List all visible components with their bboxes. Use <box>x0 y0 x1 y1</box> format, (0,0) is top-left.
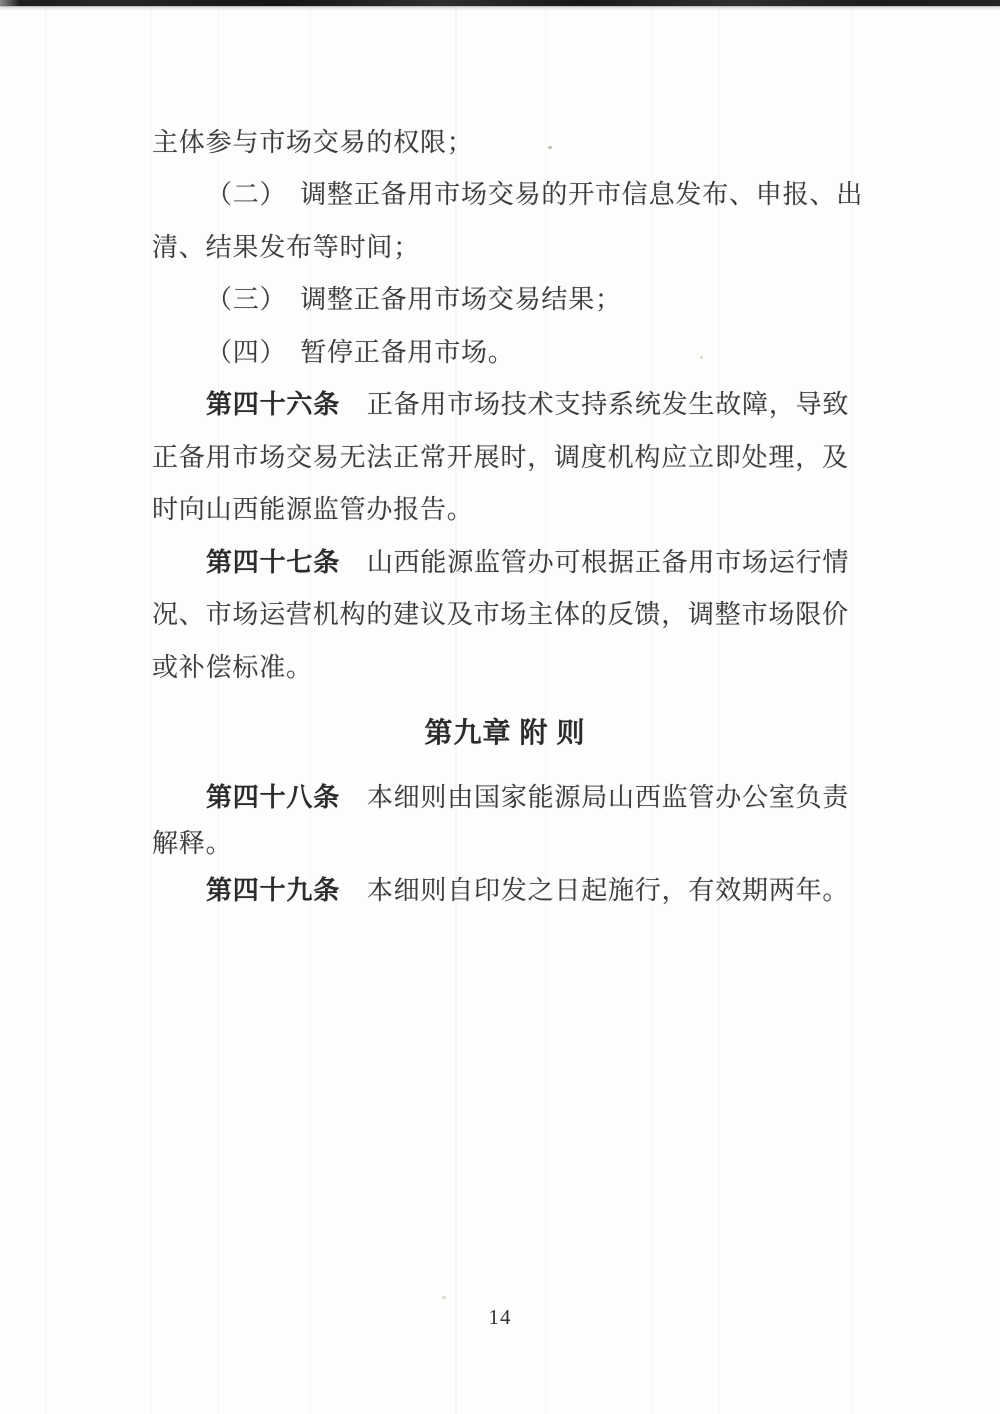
article-text: 正备用市场技术支持系统发生故障，导致 <box>340 390 850 419</box>
body-line: 或补偿标准。 <box>152 653 313 682</box>
article-text: 山西能源监管办可根据正备用市场运行情 <box>340 548 850 577</box>
body-line: 解释。 <box>152 829 233 858</box>
article-line <box>152 546 858 580</box>
scan-speck <box>548 146 552 149</box>
chapter-heading: 第九章 附 则 <box>424 718 586 749</box>
article-text: 本细则由国家能源局山西监管办公室负责 <box>340 783 850 812</box>
article-line <box>152 388 858 422</box>
page-number: 14 <box>488 1305 512 1329</box>
body-line: 况、市场运营机构的建议及市场主体的反馈，调整市场限价 <box>152 600 849 629</box>
article-number-label: 第四十七条 <box>206 548 341 577</box>
scan-artifact-top-band <box>0 0 1000 7</box>
list-item-line: （二） 调整正备用市场交易的开市信息发布、申报、出 <box>206 180 864 209</box>
article-number-label: 第四十九条 <box>206 876 341 905</box>
article-line <box>152 781 858 815</box>
list-item-line: （三） 调整正备用市场交易结果； <box>206 285 622 314</box>
scan-speck <box>700 356 703 359</box>
body-line: 时向山西能源监管办报告。 <box>152 495 474 524</box>
scan-speck <box>442 1296 446 1299</box>
article-text: 本细则自印发之日起施行，有效期两年。 <box>340 876 850 905</box>
article-number-label: 第四十八条 <box>206 783 341 812</box>
article-line <box>152 874 858 908</box>
body-line: 清、结果发布等时间； <box>152 233 421 262</box>
list-item-line: （四） 暂停正备用市场。 <box>206 338 515 367</box>
article-number-label: 第四十六条 <box>206 390 341 419</box>
body-line: 主体参与市场交易的权限； <box>152 128 474 157</box>
body-line: 正备用市场交易无法正常开展时，调度机构应立即处理，及 <box>152 443 849 472</box>
